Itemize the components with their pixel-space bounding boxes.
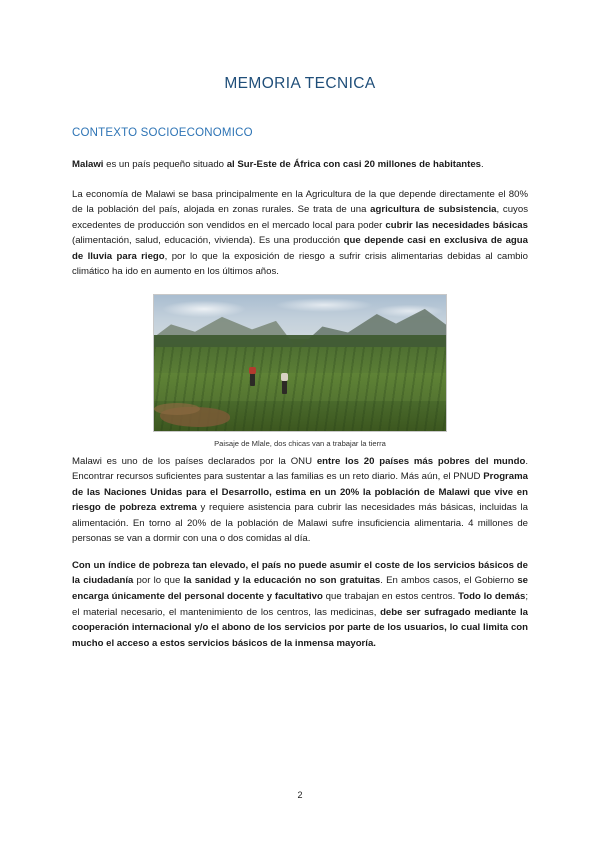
economy-emphasis-2: cubrir las necesidades básicas [385, 219, 528, 231]
paragraph-poverty [72, 454, 528, 547]
intro-text-2: . [481, 159, 484, 170]
poverty-text-3: y requiere asistencia para cubrir las necesidades más básicas, incluidas la alimentación. En torno al 20% de la población de Malawi sufre insuficiencia alimentaria. 4 millones de personas se van a dormir con una o dos comidas al día. [72, 502, 528, 545]
intro-text-1: es un país pequeño situado [103, 159, 227, 170]
economy-text-1: La economía de Malawi se basa principalmente en la Agricultura de la que depende directamente el 80% de la población del país, alojada en zonas rurales. Se trata de una [72, 188, 528, 216]
economy-text-2: , cuyos excedentes de producción son vendidos en el mercado local para poder [72, 204, 528, 231]
services-text-3: que trabajan en estos centros. [322, 590, 459, 602]
services-emphasis-3: se encarga únicamente del personal docente y facultativo [72, 575, 528, 602]
paragraph-intro [72, 157, 528, 173]
soil-patch-secondary [154, 403, 200, 415]
services-emphasis-4: Todo lo demás [458, 590, 526, 602]
services-emphasis-1: Con un índice de pobreza tan elevado, el país no puede asumir el coste de los servicios básicos de la ciudadanía [72, 559, 528, 587]
figure-caption: Paisaje de Mlale, dos chicas van a trabajar la tierra [214, 438, 386, 448]
figure-block [72, 294, 528, 448]
page-number: 2 [297, 790, 303, 800]
poverty-text-2: . Encontrar recursos suficientes para sustentar a las familias es un reto diario. Más aún, el PNUD [72, 455, 529, 483]
services-text-4: ; el material necesario, el mantenimiento de los centros, las medicinas, [72, 590, 529, 618]
section-heading: CONTEXTO SOCIOECONOMICO [72, 127, 253, 139]
paragraph-services [72, 558, 528, 651]
economy-emphasis-1: agricultura de subsistencia [370, 204, 497, 216]
economy-text-3: (alimentación, salud, educación, vivienda). Es una producción [72, 235, 344, 247]
paragraph-economy [72, 187, 528, 280]
services-emphasis-2: la sanidad y la educación no son gratuitas [183, 575, 381, 587]
person-figure [250, 369, 255, 386]
page-title: MEMORIA TECNICA [224, 75, 376, 92]
country-name: Malawi [72, 159, 104, 170]
poverty-text-1: Malawi es uno de los países declarados por la ONU [72, 455, 317, 467]
services-emphasis-5: debe ser sufragado mediante la cooperación internacional y/o el abono de los servicios por parte de los usuarios, lo cual limita con mucho el acceso a estos servicios básicos de la inmensa mayoría. [72, 606, 529, 649]
services-text-1: por lo que [133, 575, 184, 587]
intro-emphasis: al Sur-Este de África con casi 20 millones de habitantes [226, 159, 482, 170]
poverty-emphasis-1: entre los 20 países más pobres del mundo [316, 455, 526, 467]
field-photograph [153, 294, 447, 432]
economy-text-4: , por lo que la exposición de riesgo a sufrir crisis alimentarias debidas al cambio climático ha ido en aumento en los últimos años. [72, 250, 528, 278]
economy-emphasis-3: que depende casi en exclusiva de agua de lluvia para riego [72, 235, 528, 262]
person-figure [282, 375, 287, 394]
services-text-2: . En ambos casos, el Gobierno [380, 575, 518, 587]
clouds [154, 297, 446, 323]
poverty-emphasis-2: Programa de las Naciones Unidas para el Desarrollo, estima en un 20% la población de Malawi que vive en riesgo de pobreza extrema [72, 471, 528, 514]
